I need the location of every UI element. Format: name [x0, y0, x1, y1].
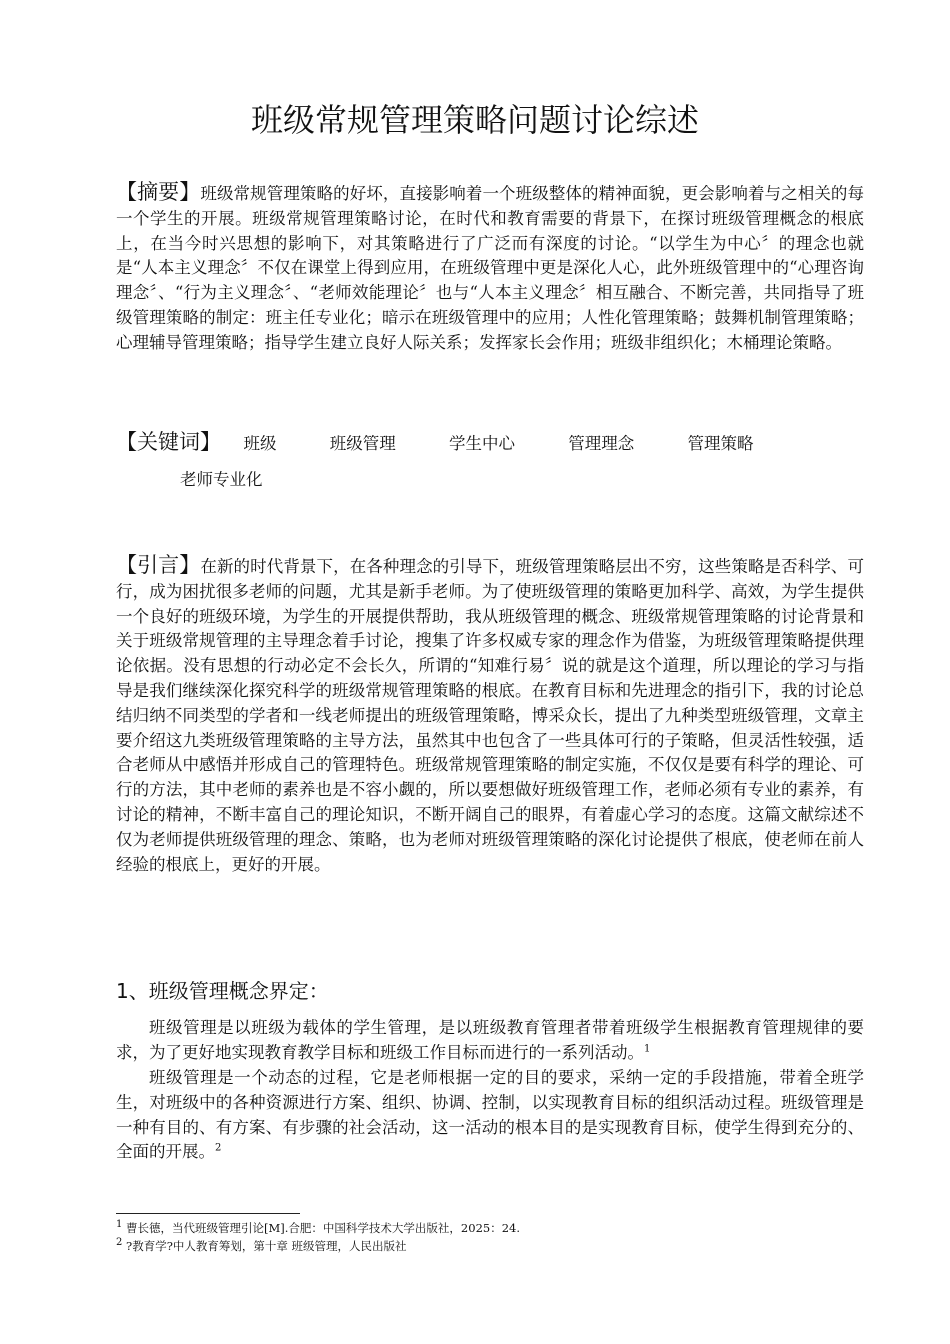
keywords-line	[116, 426, 876, 456]
introduction-paragraph	[116, 553, 864, 877]
abstract-paragraph	[116, 180, 864, 356]
document-title: 班级常规管理策略问题讨论综述	[250, 101, 699, 139]
keywords-label: 【关键词】	[116, 430, 221, 454]
keyword-item: 学生中心	[449, 434, 515, 453]
keyword-item: 班级管理	[329, 434, 396, 453]
section-paragraph-1	[116, 1016, 864, 1066]
footnote-text: 曹长德，当代班级管理引论[M].合肥：中国科学技术大学出版社，2025：24.	[122, 1221, 520, 1235]
footnote	[116, 1238, 876, 1254]
footnote-ref[interactable]: 1	[644, 1043, 651, 1055]
footnote	[116, 1220, 876, 1236]
section-heading: 1、班级管理概念界定：	[116, 979, 329, 1003]
paragraph-text: 班级管理是以班级为载体的学生管理，是以班级教育管理者带着班级学生根据教育管理规律的要求，为了更好地实现教育教学目标和班级工作目标而进行的一系列活动。	[116, 1018, 864, 1062]
footnote-text: ?教育学?中人教育筹划，第十章 班级管理，人民出版社	[122, 1239, 407, 1253]
keyword-item: 管理策略	[687, 434, 754, 453]
abstract-text: 班级常规管理策略的好坏，直接影响着一个班级整体的精神面貌，更会影响着与之相关的每一个学生的开展。班级常规管理策略讨论，在时代和教育需要的背景下，在探讨班级管理概念的根底上，在当今时兴思想的影响下，对其策略进行了广泛而有深度的讨论。“以学生为中心〞的理念也就是“人本主义理念〞不仅在课堂上得到应用，在班级管理中更是深化人心，此外班级管理中的“心理咨询理念〞、“行为主义理念〞、“老师效能理论〞也与“人本主义理念〞相互融合、不断完善，共同指导了班级管理策略的制定：班主任专业化；暗示在班级管理中的应用；人性化管理策略；鼓舞机制管理策略；心理辅导管理策略；指导学生建立良好人际关系；发挥家长会作用；班级非组织化；木桶理论策略。	[116, 184, 865, 352]
abstract-label: 【摘要】	[116, 180, 201, 204]
keyword-item: 管理理念	[568, 434, 635, 453]
footnote-mark: 1	[116, 1219, 123, 1231]
introduction-text: 在新的时代背景下，在各种理念的引导下，班级管理策略层出不穷，这些策略是否科学、可行，成为困扰很多老师的问题，尤其是新手老师。为了使班级管理的策略更加科学、高效，为学生提供一个良好的班级环境，为学生的开展提供帮助，我从班级管理的概念、班级常规管理策略的讨论背景和关于班级常规管理的主导理念着手讨论，搜集了许多权威专家的理念作为借鉴，为班级管理策略提供理论依据。没有思想的行动必定不会长久，所谓的“知难行易〞说的就是这个道理，所以理论的学习与指导是我们继续深化探究科学的班级常规管理策略的根底。在教育目标和先进理念的指引下，我的讨论总结归纳不同类型的学者和一线老师提出的班级管理策略，博采众长，提出了九种类型班级管理，文章主要介绍这九类班级管理策略的主导方法，虽然其中也包含了一些具体可行的子策略，但灵活性较强，适合老师从中感悟并形成自己的管理特色。班级常规管理策略的制定实施，不仅仅是要有科学的理论、可行的方法，其中老师的素养也是不容小觑的，所以要想做好班级管理工作，老师必须有专业的素养，有讨论的精神，不断丰富自己的理论知识，不断开阔自己的眼界，有着虚心学习的态度。这篇文献综述不仅为老师提供班级管理的理念、策略，也为老师对班级管理策略的深化讨论提供了根底，使老师在前人经验的根底上，更好的开展。	[116, 557, 865, 874]
keyword-item: 老师专业化	[180, 470, 263, 489]
paragraph-text: 班级管理是一个动态的过程，它是老师根据一定的目的要求，采纳一定的手段措施，带着全班学生，对班级中的各种资源进行方案、组织、协调、控制，以实现教育目标的组织活动过程。班级管理是一种有目的、有方案、有步骤的社会活动，这一活动的根本目的是实现教育目标，使学生得到充分的、全面的开展。	[116, 1068, 864, 1162]
introduction-label: 【引言】	[116, 553, 201, 577]
section-paragraph-2	[116, 1066, 864, 1165]
footnote-ref[interactable]: 2	[215, 1142, 222, 1154]
footnote-separator	[116, 1213, 300, 1214]
footnote-mark: 2	[116, 1237, 123, 1249]
keyword-item: 班级	[243, 434, 277, 453]
